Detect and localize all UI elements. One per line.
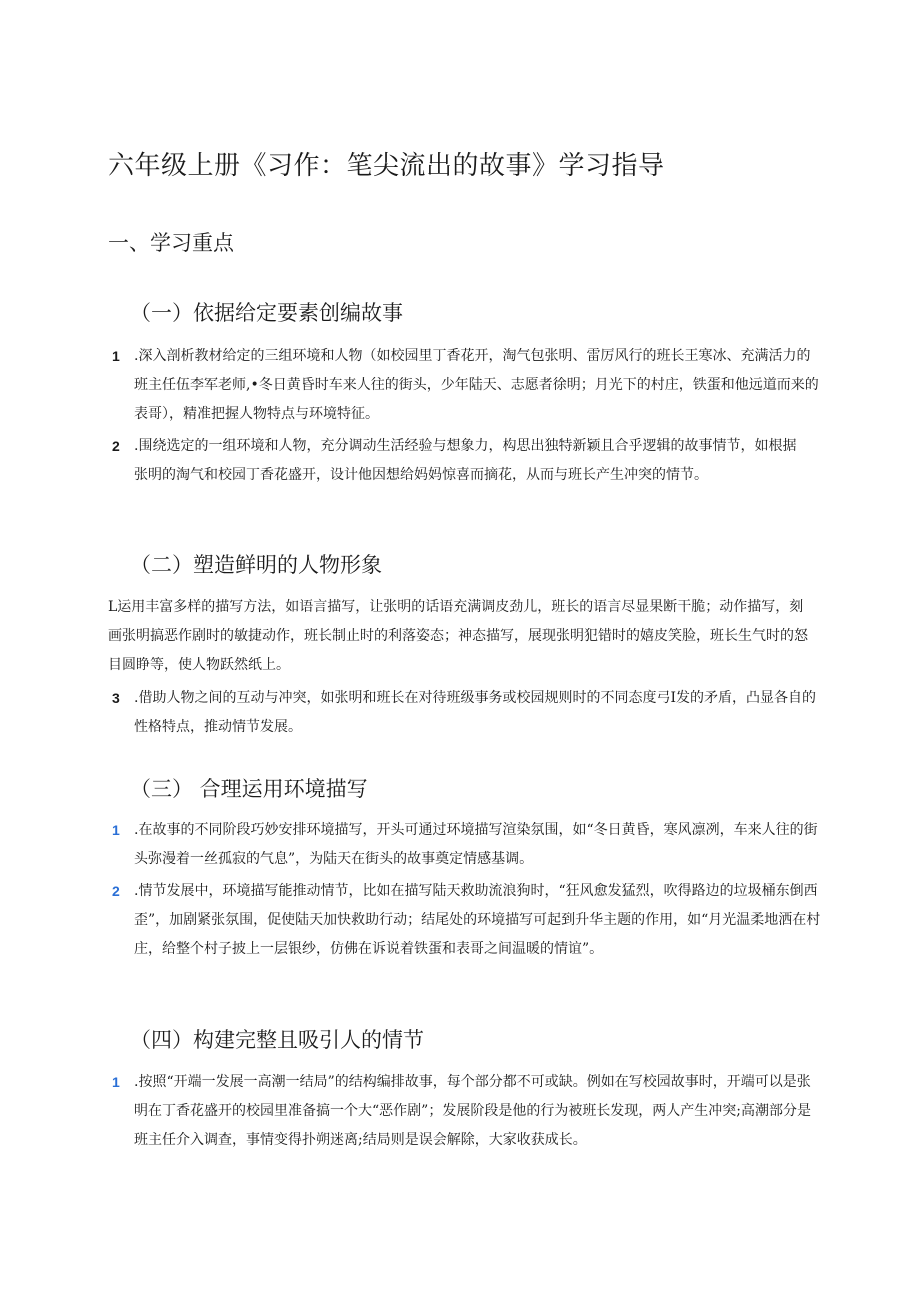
- document-title: 六年级上册《习作：笔尖流出的故事》学习指导: [108, 151, 665, 181]
- subsection-heading-2: （二）塑造鲜明的人物形象: [130, 553, 382, 577]
- list-number: 3: [112, 690, 120, 706]
- list-item-text: L运用丰富多样的描写方法，如语言描写，让张明的话语充满调皮劲儿，班长的语言尽显果断干脆；动作描写，刻画张明搞恶作剧时的敏捷动作，班长制止时的利落姿态；神态描写，展现张明犯错时的嬉皮笑脸，班长生气时的怒目圆睁等，使人物跃然纸上。: [108, 599, 808, 673]
- subsection-heading-4: （四）构建完整且吸引人的情节: [130, 1028, 424, 1052]
- list-number: 1: [112, 348, 120, 364]
- list-number: 2: [112, 438, 120, 454]
- list-item: [112, 342, 824, 429]
- list-item: [112, 816, 824, 874]
- subsection-heading-3: （三） 合理运用环境描写: [130, 777, 368, 801]
- list-item-text: .借助人物之间的互动与冲突，如张明和班长在对待班级事务或校园规则时的不同态度弓I发的矛盾，凸显各自的性格特点，推动情节发展。: [134, 690, 816, 735]
- list-number: 1: [112, 822, 120, 838]
- list-item-text: .情节发展中，环境描写能推动情节，比如在描写陆天救助流浪狗时，“狂风愈发猛烈，吹得路边的垃圾桶东倒西歪”，加剧紧张氛围，促使陆天加快救助行动；结尾处的环境描写可起到升华主题的作用，如“月光温柔地洒在村庄，给整个村子披上一层银纱，仿佛在诉说着铁蛋和表哥之间温暖的情谊”。: [134, 883, 821, 957]
- list-item: [112, 684, 824, 742]
- list-number: 1: [112, 1074, 120, 1090]
- list-item: [112, 432, 802, 490]
- list-item: [112, 877, 824, 964]
- list-item: [112, 1068, 824, 1155]
- list-item: [108, 593, 816, 680]
- section-heading-study-focus: 一、学习重点: [108, 231, 234, 255]
- list-item-text: .按照“开端一发展一高潮一结局”的结构编排故事，每个部分都不可或缺。例如在写校园故事时，开端可以是张明在丁香花盛开的校园里准备搞一个大“恶作剧”；发展阶段是他的行为被班长发现，两人产生冲突;高潮部分是班主任介入调查，事情变得扑朔迷离;结局则是误会解除，大家收获成长。: [134, 1074, 812, 1148]
- list-item-text: .围绕选定的一组环境和人物，充分调动生活经验与想象力，构思出独特新颖且合乎逻辑的故事情节，如根据张明的淘气和校园丁香花盛开，设计他因想给妈妈惊喜而摘花，从而与班长产生冲突的情节。: [134, 438, 797, 483]
- list-item-text: .在故事的不同阶段巧妙安排环境描写，开头可通过环境描写渲染氛围，如“冬日黄昏，寒风凛冽，车来人往的街头弥漫着一丝孤寂的气息”，为陆天在街头的故事奠定情感基调。: [134, 822, 818, 867]
- list-number: 2: [112, 883, 120, 899]
- list-item-text: .深入剖析教材给定的三组环境和人物（如校园里丁香花开，淘气包张明、雷厉风行的班长王寒冰、充满活力的班主任伍李军老师,•冬日黄昏时车来人往的街头，少年陆天、志愿者徐明；月光下的村庄，铁蛋和他远道而来的表哥），精准把握人物特点与环境特征。: [134, 348, 819, 422]
- subsection-heading-1: （一）依据给定要素创编故事: [130, 301, 403, 325]
